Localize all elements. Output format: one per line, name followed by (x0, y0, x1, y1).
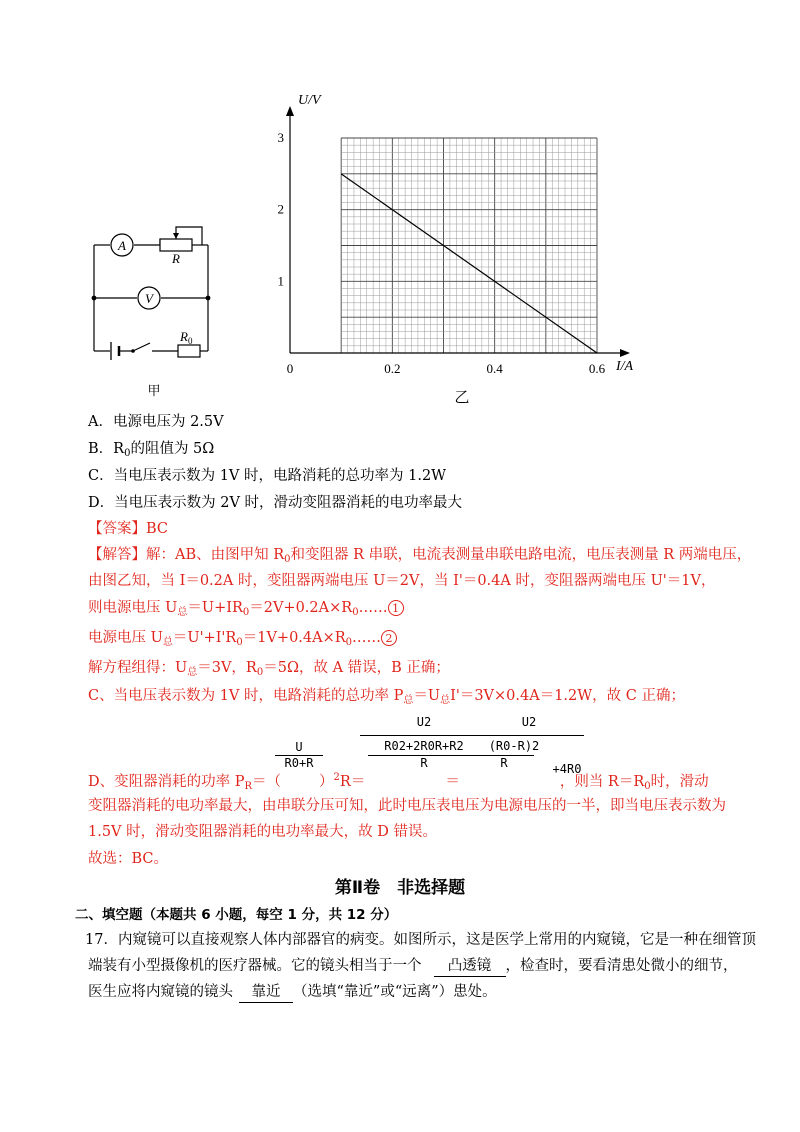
x-axis-arrow (620, 349, 630, 357)
analysis-line-9: 1.5V 时，滑动变阻器消耗的电功率最大，故 D 错误。 (88, 824, 437, 840)
resistor-label: $R_0$ (180, 329, 193, 346)
analysis-line-8: 变阻器消耗的电功率最大，由串联分压可知，此时电压表电压为电源电压的一半，即当电压表示数为 (88, 798, 726, 814)
voltmeter-label: V (145, 291, 153, 306)
analysis-line-2: 由图乙知，当 I＝0.2A 时，变阻器两端电压 U＝2V，当 I'＝0.4A 时，变阻器两端电压 U'＝1V， (88, 573, 716, 589)
rheostat-label: R (172, 251, 180, 266)
analysis-line-5: 解方程组得：$U_总=3V$，$R_0=5\Omega$，故 A 错误，B 正确； (88, 660, 450, 678)
option-a: A．电源电压为 2.5V (88, 414, 224, 430)
analysis-line-4: 电源电压 $U_总=U'+I'R_0=1V+0.4A\times R_0\dots\dots$ 2 (88, 628, 397, 653)
option-d: D．当电压表示数为 2V 时，滑动变阻器消耗的电功率最大 (88, 495, 463, 511)
question-17-line-1: 17．内窥镜可以直接观察人体内部器官的病变。如图所示，这是医学上常用的内窥镜，它是一种在细管顶 (85, 932, 756, 948)
x-tick-label: 0 (286, 361, 294, 376)
analysis-line-10: 故选：BC。 (88, 851, 169, 867)
equation-number-2: 2 (381, 630, 397, 646)
y-axis-label: U/V (298, 93, 321, 108)
battery-symbol (111, 342, 119, 360)
ammeter-label: A (118, 238, 126, 253)
formula-fraction-2: U2 R02+2R0R+R2 R (360, 715, 488, 770)
answer-label: 【答案】BC (88, 521, 169, 537)
x-tick-label: 0.4 (486, 361, 503, 376)
analysis-line-1: 【解答】解：AB、由图甲知 $R_0$和变阻器 R 串联，电流表测量串联电路电流，电压表测量 R 两端电压， (88, 547, 752, 565)
chart-grid (341, 138, 597, 353)
option-b: B．$R_0$的阻值为 5Ω (88, 441, 215, 459)
formula-add-term: +4R0 (552, 762, 582, 776)
analysis-line-6: C、当电压表示数为 1V 时，电路消耗的总功率 $P_总=U_总I'=3V\times 0.4A=1.2W$，故 C 正确； (88, 688, 685, 706)
x-axis-label: I/A (616, 359, 634, 374)
analysis-line-3: 则电源电压 $U_总=U+IR_0=2V+0.2A\times R_0\dots\dots$ 1 (88, 598, 404, 623)
analysis-line-7: D、变阻器消耗的功率 $P_R=$（ ）$^2$R＝ ＝ ，则当 $R=R_0$时，滑动 (88, 772, 709, 792)
part-two-heading: 二、填空题（本题共 6 小题，每空 1 分，共 12 分） (75, 907, 398, 923)
figure-jia-caption: 甲 (147, 383, 161, 398)
x-tick-label: 0.6 (588, 361, 606, 376)
voltmeter-symbol (138, 287, 160, 309)
ui-chart (270, 90, 650, 410)
figure-yi-caption: 乙 (454, 390, 470, 406)
answer-blank-1: 凸透镜 (434, 956, 506, 977)
question-17-line-2: 端装有小型摄像机的医疗器械。它的镜头相当于一个 凸透镜 ，检查时，要看清患处微小的细节， (88, 956, 738, 977)
y-axis-arrow (286, 106, 294, 116)
formula-fraction-1: $\frac{U}{R0+R}$ (275, 740, 323, 770)
answer-blank-2: 靠近 (239, 982, 293, 1003)
option-c: C．当电压表示数为 1V 时，电路消耗的总功率为 1.2W (88, 468, 447, 484)
rheostat-symbol (160, 233, 192, 266)
resistor-r0-symbol (178, 329, 200, 357)
section-title: 第Ⅱ卷 非选择题 (334, 878, 466, 898)
question-17-line-3: 医生应将内窥镜的镜头 靠近 （选填“靠近”或“远离”）患处。 (88, 982, 497, 1003)
ammeter-symbol (111, 234, 133, 256)
formula-fraction-3: U2 (R0-R)2 R (474, 715, 584, 770)
y-tick-label: 2 (277, 201, 284, 217)
equation-number-1: 1 (388, 600, 404, 616)
x-tick-label: 0.2 (384, 361, 401, 376)
chart-axes (286, 106, 630, 357)
circuit-diagram (80, 215, 220, 405)
y-tick-label: 1 (277, 273, 284, 289)
y-tick-label: 3 (277, 130, 284, 145)
